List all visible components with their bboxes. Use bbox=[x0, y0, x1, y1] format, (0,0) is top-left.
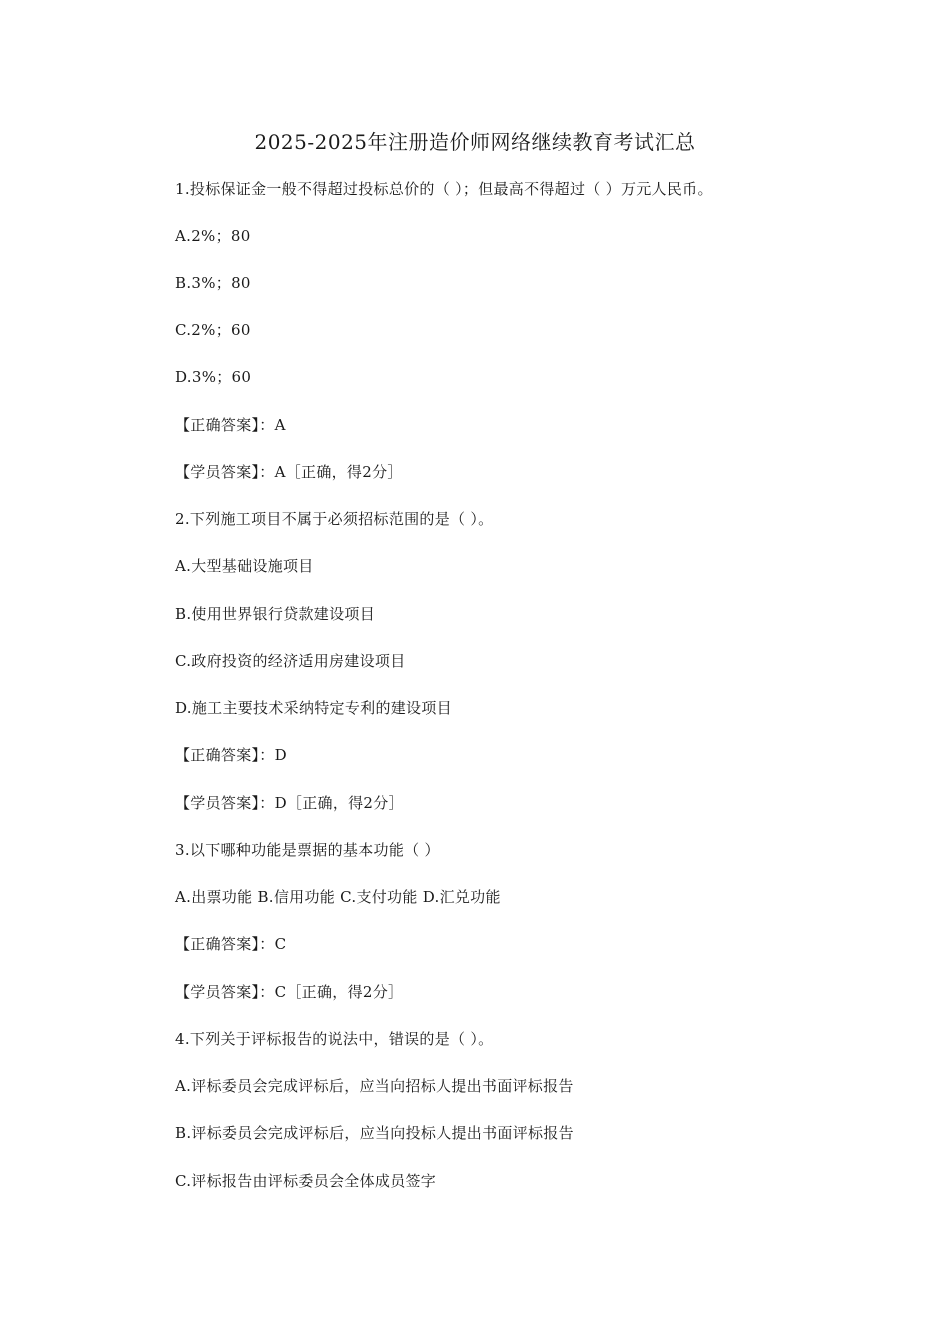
question-2-correct-answer: 【正确答案】：D bbox=[175, 746, 287, 764]
question-3-correct-answer: 【正确答案】：C bbox=[175, 935, 287, 953]
question-2-text: 2.下列施工项目不属于必须招标范围的是（ ）。 bbox=[175, 510, 494, 528]
question-4-text: 4.下列关于评标报告的说法中，错误的是（ ）。 bbox=[175, 1030, 494, 1048]
question-1-option-a: A.2%；80 bbox=[175, 227, 251, 245]
question-1-student-answer: 【学员答案】：A［正确，得2分］ bbox=[175, 463, 403, 481]
question-4-option-b: B.评标委员会完成评标后，应当向投标人提出书面评标报告 bbox=[175, 1124, 574, 1142]
question-1-option-b: B.3%；80 bbox=[175, 274, 251, 292]
question-2-student-answer: 【学员答案】：D［正确，得2分］ bbox=[175, 794, 404, 812]
question-3-options: A.出票功能 B.信用功能 C.支付功能 D.汇兑功能 bbox=[175, 888, 501, 906]
question-2-option-c: C.政府投资的经济适用房建设项目 bbox=[175, 652, 406, 670]
question-1-option-d: D.3%；60 bbox=[175, 368, 252, 386]
question-3-text: 3.以下哪种功能是票据的基本功能（ ） bbox=[175, 841, 440, 859]
question-3-student-answer: 【学员答案】：C［正确，得2分］ bbox=[175, 983, 404, 1001]
question-2-option-b: B.使用世界银行贷款建设项目 bbox=[175, 605, 375, 623]
question-4-option-a: A.评标委员会完成评标后，应当向招标人提出书面评标报告 bbox=[175, 1077, 574, 1095]
question-1-option-c: C.2%；60 bbox=[175, 321, 251, 339]
question-1-correct-answer: 【正确答案】：A bbox=[175, 416, 286, 434]
question-4-option-c: C.评标报告由评标委员会全体成员签字 bbox=[175, 1172, 437, 1190]
question-2-option-a: A.大型基础设施项目 bbox=[175, 557, 314, 575]
question-2-option-d: D.施工主要技术采纳特定专利的建设项目 bbox=[175, 699, 452, 717]
document-title: 2025-2025年注册造价师网络继续教育考试汇总 bbox=[254, 130, 696, 154]
question-1-text: 1.投标保证金一般不得超过投标总价的（ ）；但最高不得超过（ ）万元人民币。 bbox=[175, 180, 713, 198]
